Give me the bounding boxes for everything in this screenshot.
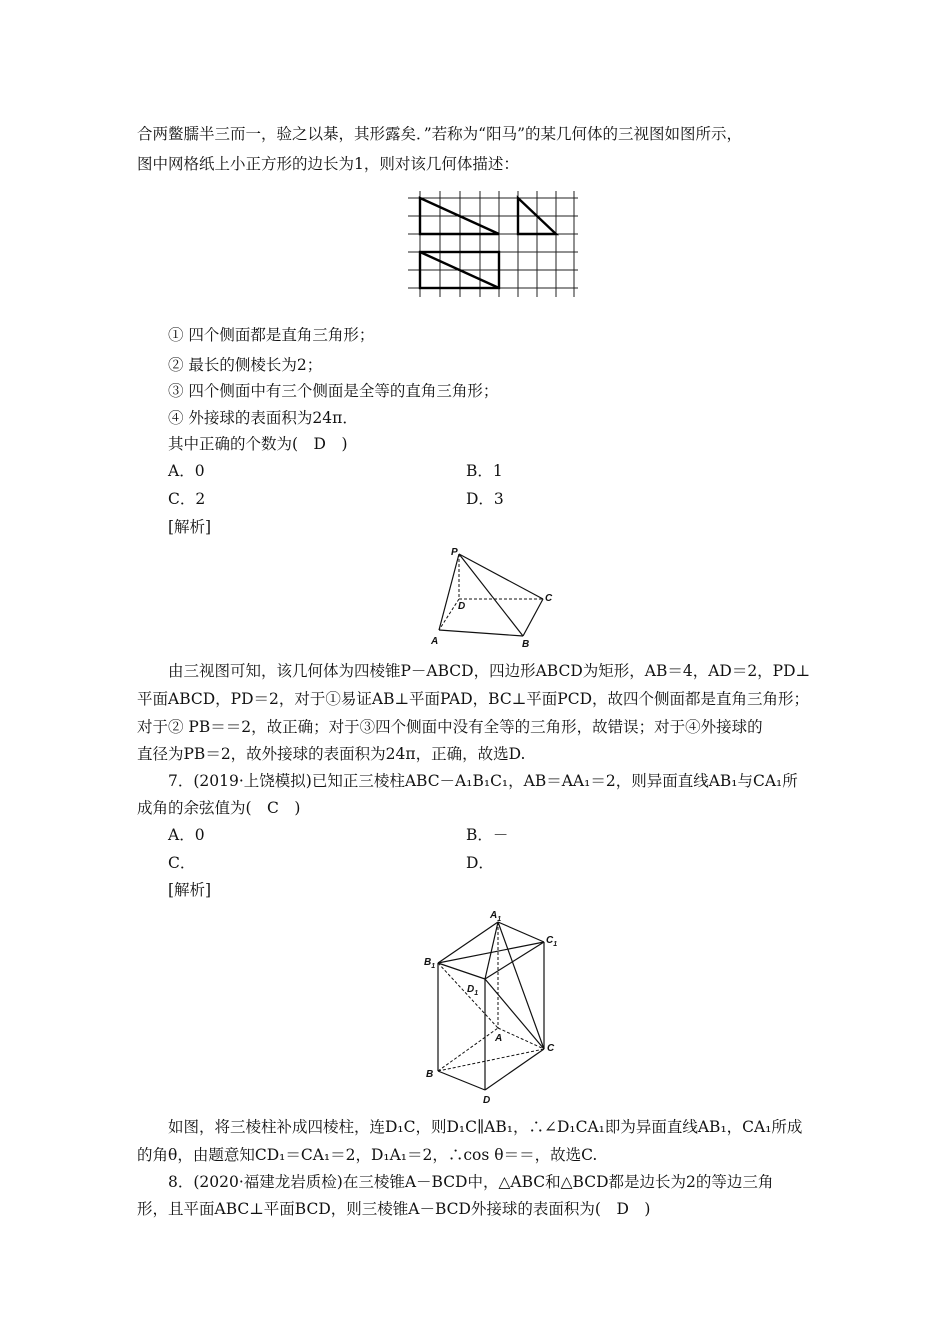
label-C1: $C_1$ (546, 935, 558, 948)
q6-solution-line-3: 对于② PB＝＝2，故正确；对于③四个侧面中没有全等的三角形，故错误；对于④外接球的 (137, 718, 763, 736)
intro-line-1: 合两鳖臑半三而一，验之以棊，其形露矣．”若称为“阳马”的某几何体的三视图如图所示， (137, 125, 743, 143)
q6-solution-line-1: 由三视图可知，该几何体为四棱锥P－ABCD，四边形ABCD为矩形，AB＝4，AD＝2，PD⊥ (168, 662, 811, 680)
q7-option-b: B．－ (466, 826, 509, 844)
label-C: C (545, 593, 553, 604)
q6-solution-line-4: 直径为PB＝2，故外接球的表面积为24π，正确，故选D. (137, 745, 526, 763)
prism-figure (422, 905, 572, 1110)
q7-option-a: A．0 (168, 826, 205, 844)
question-7-line-1: 7．(2019·上饶模拟)已知正三棱柱ABC－A₁B₁C₁，AB＝AA₁＝2，则异面直线AB₁与CA₁所 (168, 772, 798, 790)
q6-analysis-label: [解析] (168, 518, 212, 536)
q6-option-c: C．2 (168, 490, 206, 508)
q6-option-a: A．0 (168, 462, 205, 480)
label-D1: $D_1$ (467, 984, 479, 997)
q7-solution-line-1: 如图，将三棱柱补成四棱柱，连D₁C，则D₁C∥AB₁，∴∠D₁CA₁即为异面直线AB₁，CA₁所成 (168, 1118, 803, 1136)
three-view-figure (408, 191, 578, 297)
q7-option-d: D． (466, 854, 494, 872)
label-B1: $B_1$ (424, 957, 436, 970)
q6-option-b: B．1 (466, 462, 503, 480)
label-P: P (451, 547, 458, 558)
intro-line-2: 图中网格纸上小正方形的边长为1，则对该几何体描述： (137, 155, 519, 173)
label-B: B (426, 1069, 434, 1080)
question-7-line-2: 成角的余弦值为( C ) (137, 799, 301, 817)
q6-solution-line-2: 平面ABCD，PD＝2，对于①易证AB⊥平面PAD，BC⊥平面PCD，故四个侧面都是直角三角形； (137, 690, 809, 708)
label-D: D (483, 1095, 491, 1106)
question-8-line-2: 形，且平面ABC⊥平面BCD，则三棱锥A－BCD外接球的表面积为( D ) (137, 1200, 651, 1218)
statement-1: ① 四个侧面都是直角三角形； (168, 326, 375, 344)
label-C: C (547, 1043, 555, 1054)
pyramid-figure (425, 544, 560, 654)
label-A1: $A_1$ (490, 910, 502, 923)
q7-analysis-label: [解析] (168, 881, 212, 899)
label-A: A (495, 1033, 503, 1044)
label-A: A (431, 636, 439, 647)
q7-option-c: C． (168, 854, 196, 872)
statement-2: ② 最长的侧棱长为2； (168, 356, 323, 374)
label-B: B (522, 639, 530, 650)
label-D: D (458, 601, 466, 612)
q6-option-d: D．3 (466, 490, 504, 508)
statement-3: ③ 四个侧面中有三个侧面是全等的直角三角形； (168, 382, 499, 400)
question-6-prompt: 其中正确的个数为( D ) (168, 435, 348, 453)
statement-4: ④ 外接球的表面积为24π． (168, 409, 358, 427)
question-8-line-1: 8．(2020·福建龙岩质检)在三棱锥A－BCD中，△ABC和△BCD都是边长为2的等边三角 (168, 1173, 774, 1191)
q7-solution-line-2: 的角θ，由题意知CD₁＝CA₁＝2，D₁A₁＝2，∴cos θ＝＝，故选C. (137, 1146, 598, 1164)
